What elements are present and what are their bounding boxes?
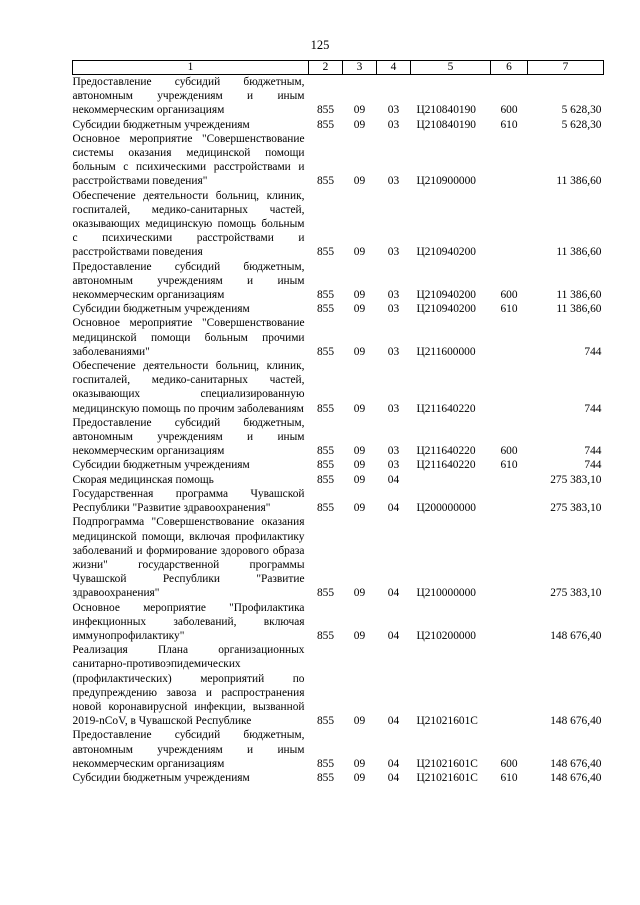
row-ministry-code: 855 (316, 303, 335, 316)
row-name: Предоставление субсидий бюджетным, автономным учреждениям и иным некоммерческим организациям (72, 260, 305, 302)
table-row (73, 601, 604, 644)
row-name: Субсидии бюджетным учреждениям (72, 771, 250, 784)
row-ministry-code: 855 (316, 246, 335, 259)
row-amount: 744 (584, 459, 602, 472)
row-ministry-code: 855 (316, 459, 335, 472)
row-expense-type (491, 316, 528, 359)
row-name: Государственная программа Чувашской Республики "Развитие здравоохранения" (72, 487, 305, 515)
row-ministry-code: 855 (316, 715, 335, 728)
row-subsection-code: 03 (387, 289, 400, 302)
row-ministry-code: 855 (316, 757, 335, 770)
row-subsection-code: 03 (387, 104, 400, 117)
table-row (73, 75, 604, 118)
row-target-article: Ц21021601С (416, 771, 478, 784)
column-header-subsection: 4 (377, 61, 411, 75)
row-name: Субсидии бюджетным учреждениям (72, 118, 250, 131)
row-expense-type (491, 487, 528, 515)
table-row (73, 302, 604, 316)
row-section-code: 09 (353, 587, 366, 600)
row-target-article: Ц211640220 (416, 459, 476, 472)
row-section-code: 09 (353, 445, 366, 458)
row-amount: 148 676,40 (550, 757, 602, 770)
header-row (73, 61, 604, 75)
row-amount: 148 676,40 (550, 629, 602, 642)
row-subsection-code: 04 (387, 757, 400, 770)
row-amount: 11 386,60 (556, 303, 602, 316)
row-section-code: 09 (353, 118, 366, 131)
row-name: Субсидии бюджетным учреждениям (72, 303, 250, 316)
row-expense-type: 610 (500, 771, 518, 784)
row-subsection-code: 03 (387, 303, 400, 316)
row-amount: 744 (584, 345, 602, 358)
row-target-article: Ц21021601С (416, 757, 478, 770)
row-expense-type: 600 (500, 289, 518, 302)
row-name: Предоставление субсидий бюджетным, автономным учреждениям и иным некоммерческим организациям (72, 416, 305, 458)
table-row (73, 458, 604, 472)
row-target-article: Ц200000000 (416, 502, 476, 515)
table-row (73, 771, 604, 785)
table-body (73, 75, 604, 786)
row-subsection-code: 03 (387, 445, 400, 458)
table-row (73, 316, 604, 359)
table-row (73, 643, 604, 728)
row-subsection-code: 03 (387, 118, 400, 131)
page-number: 125 (310, 38, 330, 52)
row-amount: 275 383,10 (550, 587, 602, 600)
row-subsection-code: 04 (387, 629, 400, 642)
row-ministry-code: 855 (316, 345, 335, 358)
row-subsection-code: 04 (387, 473, 400, 486)
table-row (73, 416, 604, 459)
row-name: Основное мероприятие "Совершенствование системы оказания медицинской помощи больным с психическими расстройствами и расстройствами поведения" (72, 132, 305, 188)
row-amount: 11 386,60 (556, 175, 602, 188)
budget-table (72, 60, 604, 785)
row-amount: 744 (584, 445, 602, 458)
row-ministry-code: 855 (316, 402, 335, 415)
row-amount: 5 628,30 (561, 104, 602, 117)
row-target-article: Ц210900000 (416, 175, 476, 188)
row-amount: 11 386,60 (556, 246, 602, 259)
row-amount: 275 383,10 (550, 502, 602, 515)
row-subsection-code: 03 (387, 246, 400, 259)
row-name: Основное мероприятие "Совершенствование медицинской помощи больным прочими заболеваниями" (72, 317, 305, 358)
column-header-name: 1 (73, 61, 309, 75)
table-row (73, 132, 604, 189)
row-subsection-code: 03 (387, 345, 400, 358)
row-ministry-code: 855 (316, 175, 335, 188)
row-section-code: 09 (353, 771, 366, 784)
row-expense-type (491, 189, 528, 260)
row-expense-type: 600 (500, 757, 518, 770)
column-header-expense: 6 (491, 61, 528, 75)
row-amount: 744 (584, 402, 602, 415)
row-expense-type: 610 (500, 303, 518, 316)
row-expense-type: 610 (500, 459, 518, 472)
row-name: Реализация Плана организационных санитарно-противоэпидемических (профилактических) мероприятий по предупреждению завоза и распространения новой коронавирусной инфекции, вызванной 2019-nCoV, в Чувашской Республике (72, 644, 305, 728)
table-row (73, 515, 604, 600)
table-row (73, 260, 604, 303)
column-header-amount: 7 (528, 61, 604, 75)
row-section-code: 09 (353, 303, 366, 316)
row-name: Обеспечение деятельности больниц, клиник, госпиталей, медико-санитарных частей, оказывающих специализированную медицинскую помощь по прочим заболеваниям (72, 360, 305, 415)
row-subsection-code: 04 (387, 502, 400, 515)
table-row (73, 359, 604, 416)
table-row (73, 728, 604, 771)
row-name: Подпрограмма "Совершенствование оказания медицинской помощи, включая профилактику заболеваний и формирование здорового образа жизни" государственной программы Чувашской Республики "Развитие здравоохранения" (72, 516, 305, 600)
row-amount: 148 676,40 (550, 771, 602, 784)
column-header-target: 5 (411, 61, 491, 75)
row-target-article: Ц210940200 (416, 303, 476, 316)
row-expense-type: 600 (500, 104, 518, 117)
row-target-article: Ц211600000 (416, 345, 476, 358)
row-ministry-code: 855 (316, 502, 335, 515)
row-amount: 11 386,60 (556, 289, 602, 302)
row-section-code: 09 (353, 246, 366, 259)
row-section-code: 09 (353, 345, 366, 358)
row-section-code: 09 (353, 502, 366, 515)
row-ministry-code: 855 (316, 629, 335, 642)
row-target-article: Ц211640220 (416, 402, 476, 415)
row-amount: 148 676,40 (550, 715, 602, 728)
row-expense-type: 610 (500, 118, 518, 131)
row-subsection-code: 04 (387, 715, 400, 728)
row-expense-type (491, 132, 528, 189)
table-row (73, 473, 604, 487)
row-section-code: 09 (353, 757, 366, 770)
row-section-code: 09 (353, 104, 366, 117)
row-name: Скорая медицинская помощь (72, 473, 214, 486)
row-target-article: Ц211640220 (416, 445, 476, 458)
row-target-article: Ц210940200 (416, 246, 476, 259)
row-expense-type (491, 643, 528, 728)
row-ministry-code: 855 (316, 587, 335, 600)
row-subsection-code: 03 (387, 175, 400, 188)
row-amount: 275 383,10 (550, 473, 602, 486)
row-section-code: 09 (353, 289, 366, 302)
row-section-code: 09 (353, 715, 366, 728)
table-row (73, 118, 604, 132)
row-expense-type: 600 (500, 445, 518, 458)
row-ministry-code: 855 (316, 289, 335, 302)
row-section-code: 09 (353, 459, 366, 472)
table-header (73, 61, 604, 75)
row-ministry-code: 855 (316, 104, 335, 117)
row-name: Предоставление субсидий бюджетным, автономным учреждениям и иным некоммерческим организациям (72, 729, 305, 770)
row-name: Предоставление субсидий бюджетным, автономным учреждениям и иным некоммерческим организациям (72, 76, 305, 117)
row-name: Субсидии бюджетным учреждениям (72, 459, 250, 472)
row-section-code: 09 (353, 629, 366, 642)
row-target-article: Ц21021601С (416, 715, 478, 728)
row-ministry-code: 855 (316, 118, 335, 131)
row-expense-type (491, 515, 528, 600)
row-name: Обеспечение деятельности больниц, клиник, госпиталей, медико-санитарных частей, оказывающих медицинскую помощь больным с психическими расстройствами и расстройствами поведения (72, 189, 305, 259)
row-amount: 5 628,30 (561, 118, 602, 131)
row-target-article: Ц210840190 (416, 104, 476, 117)
row-section-code: 09 (353, 473, 366, 486)
row-target-article: Ц210940200 (416, 289, 476, 302)
row-section-code: 09 (353, 175, 366, 188)
row-expense-type (491, 359, 528, 416)
row-ministry-code: 855 (316, 473, 335, 486)
row-target-article: Ц210840190 (416, 118, 476, 131)
row-subsection-code: 03 (387, 459, 400, 472)
row-section-code: 09 (353, 402, 366, 415)
row-subsection-code: 04 (387, 771, 400, 784)
row-subsection-code: 04 (387, 587, 400, 600)
table-row (73, 487, 604, 515)
row-name: Основное мероприятие "Профилактика инфекционных заболеваний, включая иммунопрофилактику" (72, 601, 305, 642)
row-subsection-code: 03 (387, 402, 400, 415)
column-header-section: 3 (343, 61, 377, 75)
table-row (73, 189, 604, 260)
row-ministry-code: 855 (316, 771, 335, 784)
row-expense-type (491, 473, 528, 487)
row-target-article: Ц210000000 (416, 587, 476, 600)
row-expense-type (491, 601, 528, 644)
row-target-article: Ц210200000 (416, 629, 476, 642)
row-target-article (411, 473, 491, 487)
row-ministry-code: 855 (316, 445, 335, 458)
column-header-ministry: 2 (309, 61, 343, 75)
